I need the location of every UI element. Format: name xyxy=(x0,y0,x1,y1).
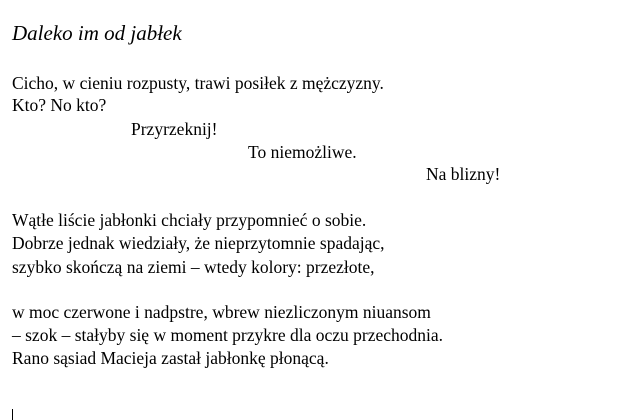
poem-line: – szok – stałyby się w moment przykre dla oczu przechodnia. xyxy=(12,325,444,345)
poem-line: Wątłe liście jabłonki chciały przypomnieć o sobie. xyxy=(12,210,367,230)
poem-line: Rano sąsiad Macieja zastał jabłonkę płonącą. xyxy=(12,348,329,368)
poem-line: w moc czerwone i nadpstre, wbrew niezliczonym niuansom xyxy=(12,302,431,322)
poem-line: Przyrzeknij! xyxy=(131,119,218,139)
poem-line: To niemożliwe. xyxy=(248,142,357,162)
poem-line: Na blizny! xyxy=(426,164,501,184)
poem-line: Cicho, w cieniu rozpusty, trawi posiłek z mężczyzny. xyxy=(12,73,384,93)
text-cursor xyxy=(12,409,13,420)
poem-line: Dobrze jednak wiedziały, że nieprzytomnie spadając, xyxy=(12,233,385,253)
poem-line: Kto? No kto? xyxy=(12,95,107,115)
poem-title: Daleko im od jabłek xyxy=(12,21,182,45)
poem-line: szybko skończą na ziemi – wtedy kolory: przezłote, xyxy=(12,257,375,277)
